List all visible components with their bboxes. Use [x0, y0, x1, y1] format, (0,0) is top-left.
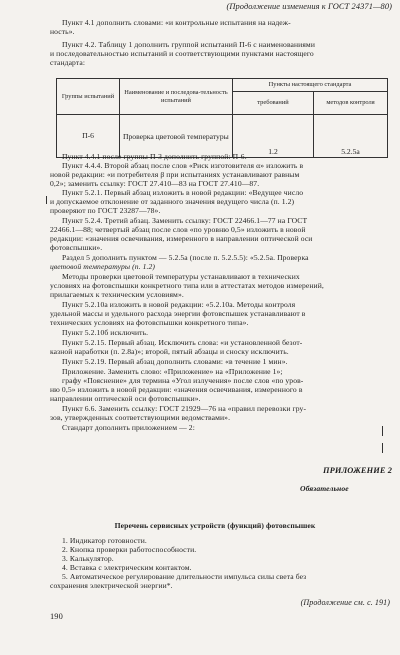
cell-requirements: 1.2 [233, 115, 314, 158]
paragraph-line: Пункт 5.2.15. Первый абзац. Исключить слова: «и установленной безот- [62, 338, 303, 347]
appendix-title: ПРИЛОЖЕНИЕ 2 [323, 466, 392, 475]
paragraph-line: Стандарт дополнить приложением — 2: [62, 423, 195, 432]
paragraph-line: 0,2»; заменить ссылку: ГОСТ 27.410—83 на ГОСТ 27.410—87. [50, 179, 260, 188]
revision-bar [46, 196, 47, 204]
list-item: 5. Автоматическое регулирование длительности импульса силы света без [62, 572, 307, 581]
revision-bar [382, 426, 383, 436]
paragraph-line: технических условиях на фотовспышки конкретного типа». [50, 318, 249, 327]
paragraph-line: направлении оптической оси фотовспышки». [50, 394, 201, 403]
cell-name: Проверка цветовой температуры [120, 115, 233, 158]
paragraph-line: Методы проверки цветовой температуры устанавливают в технических [62, 272, 300, 281]
paragraph-line: Пункт 5.2.10а изложить в новой редакции: «5.2.10а. Методы контроля [62, 300, 296, 309]
header-points: Пункты настоящего стандарта [233, 79, 388, 92]
paragraph-line: зов, утвержденных соответствующими ведомствами». [50, 413, 231, 422]
paragraph-line: Пункт 5.2.1. Первый абзац изложить в новой редакции: «Ведущее число [62, 188, 304, 197]
list-item: 3. Калькулятор. [62, 554, 114, 563]
paragraph-line: казной наработки (п. 2.8а)»; второй, пятый абзацы и сноску исключить. [50, 347, 289, 356]
header-name: Наименование и последова-тельность испытаний [120, 79, 233, 115]
paragraph-line: условиях на фотовспышки конкретного типа или в аттестатах методов измерений, [50, 281, 324, 290]
paragraph-line: Пункт 6.6. Заменить ссылку: ГОСТ 21929—76 на «правил перевозки гру- [62, 404, 307, 413]
paragraph-line: Пункт 4.4.1 после группы П-3 дополнить группой: П-6. [62, 152, 247, 161]
paragraph-line: ню 0,5» изложить в новой редакции: «значения освечивания, измеренного в [50, 385, 303, 394]
paragraph-line: и допускаемое отклонение от заданного значения ведущего числа (п. 1.2) [50, 197, 295, 206]
paragraph-line: Пункт 4.1 дополнить словами: «и контрольные испытания на надеж- [62, 18, 291, 27]
paragraph-line: проверяют по ГОСТ 23287—78». [50, 206, 161, 215]
paragraph-line: удельной массы и удельного расхода энергии фотовспышек устанавливают в [50, 309, 306, 318]
paragraph-line: 22466.1—88; четвертый абзац после слов «по уровню 0,5» изложить в новой [50, 225, 306, 234]
paragraph-line: Пункт 4.2. Таблицу 1 дополнить группой испытаний П-6 с наименованиями [62, 40, 315, 49]
list-item: 4. Вставка с электрическим контактом. [62, 563, 192, 572]
paragraph-line: Раздел 5 дополнить пунктом — 5.2.5а (после п. 5.2.5.5): «5.2.5а. Проверка [62, 253, 309, 262]
paragraph-line: фотовспышки». [50, 243, 103, 252]
paragraph-line: ность». [50, 27, 75, 36]
paragraph-line: Пункт 5.2.10б исключить. [62, 328, 149, 337]
paragraph-line: редакции: «значения освечивания, измеренного в направлении оптической оси [50, 234, 313, 243]
header-requirements: требований [233, 91, 314, 114]
list-item: сохранения электрической энергии*. [50, 581, 173, 590]
paragraph-line: новой редакции: «и потребителя β при испытаниях устанавливают равным [50, 170, 300, 179]
revision-bar [382, 443, 383, 453]
paragraph-line: графу «Пояснение» для термина «Угол излучения» после слов «по уров- [62, 376, 304, 385]
page-number: 190 [50, 612, 63, 621]
paragraph-line: цветовой температуры (п. 1.2) [50, 262, 156, 271]
paragraph-line: Пункт 5.2.19. Первый абзац дополнить словами: «в течение 1 мин». [62, 357, 288, 366]
list-item: 2. Кнопка проверки работоспособности. [62, 545, 197, 554]
test-groups-table [56, 78, 388, 158]
header-methods: методов контроля [314, 91, 388, 114]
continuation-note: (Продолжение см. с. 191) [300, 598, 390, 607]
header-group: Группы испытаний [57, 79, 120, 115]
appendix-status: Обязательное [300, 484, 349, 493]
paragraph-line: Пункт 5.2.4. Третий абзац. Заменить ссылку: ГОСТ 22466.1—77 на ГОСТ [62, 216, 308, 225]
cell-methods: 5.2.5а [314, 115, 388, 158]
continuation-header: (Продолжение изменения к ГОСТ 24371—80) [226, 2, 392, 11]
paragraph-line: и последовательностью испытаний и соответствующими пунктами настоящего [50, 49, 314, 58]
list-item: 1. Индикатор готовности. [62, 536, 147, 545]
paragraph-line: Пункт 4.4.4. Второй абзац после слов «Риск изготовителя α» изложить в [62, 161, 304, 170]
paragraph-line: Приложение. Заменить слово: «Приложение» на «Приложение 1»; [62, 367, 283, 376]
paragraph-line: стандарта: [50, 58, 86, 67]
list-title: Перечень сервисных устройств (функций) фотовспышек [114, 521, 316, 530]
cell-group: П-6 [57, 115, 120, 158]
paragraph-line: прилагаемых к техническим условиям». [50, 290, 184, 299]
